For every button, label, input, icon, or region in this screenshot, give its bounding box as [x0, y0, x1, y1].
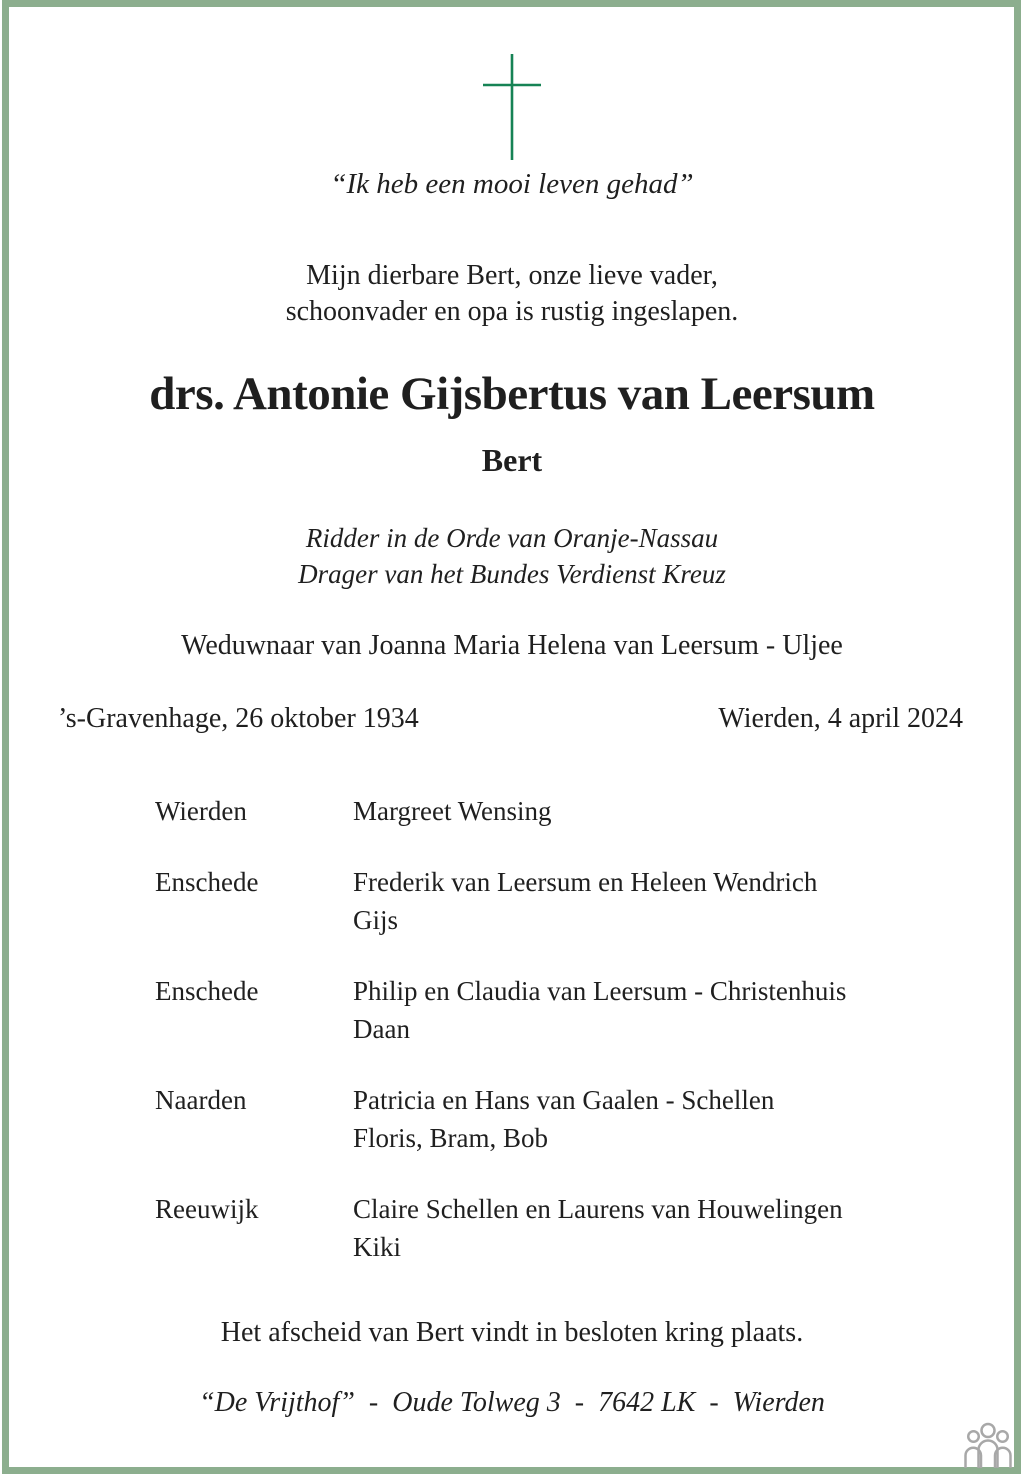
family-names	[353, 1081, 934, 1157]
family-city: Naarden	[155, 1085, 247, 1115]
honor-line: Drager van het Bundes Verdienst Kreuz	[298, 559, 726, 589]
family-row	[155, 863, 934, 939]
family-names-line: Kiki	[353, 1232, 402, 1262]
family-names-line: Patricia en Hans van Gaalen - Schellen	[353, 1085, 775, 1115]
family-names-line: Claire Schellen en Laurens van Houwelingen	[353, 1194, 843, 1224]
closing-sentence: Het afscheid van Bert vindt in besloten kring plaats.	[220, 1317, 804, 1348]
birth-death-dates	[0, 700, 1024, 738]
family-row	[155, 792, 934, 830]
family-names-line: Philip en Claudia van Leersum - Christenhuis	[353, 976, 847, 1006]
venue-address-line: “De Vrijthof” - Oude Tolweg 3 - 7642 LK - Wierden	[199, 1387, 825, 1418]
family-row	[155, 1081, 934, 1157]
family-three-figures-icon	[963, 1422, 1013, 1468]
family-city: Enschede	[155, 867, 259, 897]
family-row	[155, 1190, 934, 1266]
birth-place-date: ’s-Gravenhage, 26 oktober 1934	[58, 703, 419, 734]
deceased-name: drs. Antonie Gijsbertus van Leersum	[149, 368, 875, 420]
family-row	[155, 972, 934, 1048]
announcement-text	[0, 258, 1024, 330]
family-list	[155, 792, 934, 1299]
family-names-line: Daan	[353, 1014, 410, 1044]
family-names-line: Margreet Wensing	[353, 796, 552, 826]
announcement-line: Mijn dierbare Bert, onze lieve vader,	[306, 260, 718, 291]
widower-line: Weduwnaar van Joanna Maria Helena van Leersum - Uljee	[181, 630, 843, 661]
family-names-line: Gijs	[353, 905, 399, 935]
announcement-line: schoonvader en opa is rustig ingeslapen.	[285, 296, 739, 327]
family-names-line: Frederik van Leersum en Heleen Wendrich	[353, 867, 818, 897]
family-city: Enschede	[155, 976, 259, 1006]
christian-cross-icon	[482, 54, 542, 160]
honor-line: Ridder in de Orde van Oranje-Nassau	[305, 523, 719, 553]
family-names	[353, 792, 934, 830]
family-names	[353, 972, 934, 1048]
family-names-line: Floris, Bram, Bob	[353, 1123, 549, 1153]
opening-quote: “Ik heb een mooi leven gehad”	[330, 168, 694, 200]
honors-text	[0, 520, 1024, 592]
family-names	[353, 1190, 934, 1266]
family-city: Reeuwijk	[155, 1194, 259, 1224]
family-city: Wierden	[155, 796, 247, 826]
family-names	[353, 863, 934, 939]
death-place-date: Wierden, 4 april 2024	[718, 703, 963, 734]
deceased-nickname: Bert	[481, 442, 543, 478]
